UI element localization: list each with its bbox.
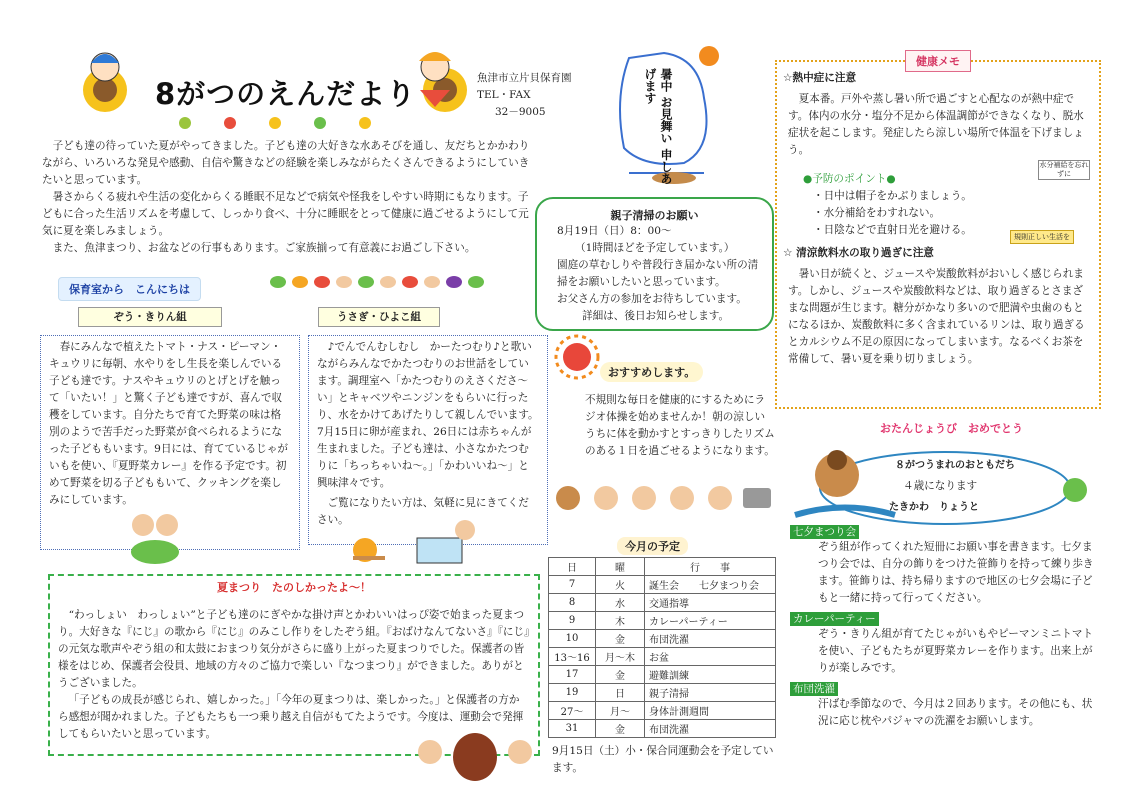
schedule-day: 10 [549, 630, 596, 648]
prevention-point: ・水分補給をわすれない。 [813, 207, 941, 219]
birthday-title: おたんじょうび おめでとう [880, 422, 1023, 435]
schedule-weekday: 月～ [596, 702, 645, 720]
table-row [549, 576, 776, 594]
zou-kirin-label: ぞう・きりん組 [78, 307, 222, 327]
schedule-day: 17 [549, 666, 596, 684]
table-row [549, 648, 776, 666]
schedule-day: 9 [549, 612, 596, 630]
schedule-day: 8 [549, 594, 596, 612]
summer-greeting [604, 38, 724, 188]
greeting-line-3: 申しあげます [643, 68, 673, 185]
event-label: カレーパーティー [790, 612, 879, 626]
usagi-hiyoko-label: うさぎ・ひよこ組 [318, 307, 440, 327]
schedule-event: 布団洗濯 [645, 630, 776, 648]
schedule-event: カレーパーティー [645, 612, 776, 630]
drum-kids-icon [410, 727, 540, 787]
schedule-weekday: 金 [596, 720, 645, 738]
schedule-day: 7 [549, 576, 596, 594]
kids-vegetables-icon [125, 510, 185, 565]
usagi-hiyoko-text2: ご覧になりたい方は、気軽に見にきてください。 [317, 497, 529, 526]
schedule-weekday: 木 [596, 612, 645, 630]
greeting-line-1: 暑中 [659, 68, 673, 92]
birthday-line1: ８がつうまれのおともだち [895, 460, 1015, 471]
exercise-kids-illustration [548, 478, 778, 518]
usagi-hiyoko-box [308, 335, 548, 545]
intro-paragraph: 子ども達の待っていた夏がやってきました。子ども達の大好きな水あそびを通し、友だちとかかわりながら、いろいろな発見や感動、自信や驚きなどの経験を楽しみながらたくさんできるようにしていきたいと思っています。 [42, 140, 530, 186]
schedule-day: 13～16 [549, 648, 596, 666]
festival-paragraph: “わっしょい わっしょい”と子ども達のにぎやかな掛け声とかわいいはっぴ姿で始まった夏まつり。大好きな『にじ』の歌から『にじ』のみこし作りをしたぞう組。『おばけなんてないさ』『にじ』の元気な歌声やぞう組の和太鼓におまつり気分がさらに盛り上がった夏まつりでした。保護者の皆様をはじめ、保護者会役員、地域の方々のご協力で楽しい『なつまつり』ができました。ありがとうございました。 [58, 609, 530, 689]
schedule-event: 誕生会 七夕まつり会 [645, 576, 776, 594]
cleaning-line: 詳細は、後日お知らせします。 [582, 310, 730, 322]
intro-paragraph: また、魚津まつり、お盆などの行事もあります。ご家族揃って有意義にお過ごし下さい。 [52, 242, 476, 254]
event-text: ぞう・きりん組が育てたじゃがいもやピーマンミニトマトを使い、子どもたちが夏野菜カレーを作ります。出来上がりが楽しみです。 [818, 628, 1094, 674]
drinks-heading: ☆ 清涼飲料水の取り過ぎに注意 [783, 247, 934, 259]
schedule-weekday: 金 [596, 630, 645, 648]
health-memo-tab: 健康メモ [905, 50, 971, 72]
schedule-header-weekday: 曜 [596, 558, 645, 576]
heatstroke-heading: ☆熱中症に注意 [783, 72, 857, 84]
cleaning-line: 園庭の草むしりや普段行き届かない所の清掃をお願いしたいと思っています。 [557, 259, 759, 288]
water-sign: 水分補給を忘れずに [1039, 161, 1089, 178]
zou-kirin-text: 春にみんなで植えたトマト・ナス・ピーマン・キュウリに毎朝、水やりをし生長を楽しんでいる子ども達です。ナスやキュウリのとげとげを触って「いたい！」と驚く子ども達ですが、喜んで収穫をしています。自分たちで育てた野菜の味は格別のようで苦手だった野菜が食べられるようになった子どももいます。9日には、育てているじゃがいもを使い、『夏野菜カレー』を作る予定です。初めて野菜を切る子どももいて、クッキングを楽しみにしています。 [49, 341, 288, 506]
schedule-note: 9月15日（土）小・保合同運動会を予定しています。 [552, 745, 774, 774]
schedule-event: 布団洗濯 [645, 720, 776, 738]
events [790, 520, 1095, 730]
event-text: 汗ばむ季節なので、今月は２回あります。その他にも、状況に応じ枕やパジャマの洗濯をお願いします。 [818, 698, 1093, 727]
table-row [549, 594, 776, 612]
schedule-event: 親子清掃 [645, 684, 776, 702]
lifestyle-sign: 規則正しい生活を [1010, 230, 1074, 244]
schedule-event: 身体計測週間 [645, 702, 776, 720]
event-label: 七夕まつり会 [790, 525, 859, 539]
schedule-weekday: 水 [596, 594, 645, 612]
intro-text [42, 138, 530, 257]
school-info [477, 70, 572, 121]
table-row [549, 720, 776, 738]
cleaning-line: （1時間ほどを予定しています。） [575, 242, 735, 254]
schedule-weekday: 金 [596, 666, 645, 684]
cleaning-line: お父さん方の参加をお待ちしています。 [557, 293, 747, 305]
event-text: ぞう組が作ってくれた短冊にお願い事を書きます。七夕まつり会では、自分の飾りをつけた笹飾りを持って練り歩きます。笹飾りは、持ち帰りますので地区の七夕会場に子どもと一緒に持って行ってください。 [818, 541, 1094, 604]
table-row [549, 702, 776, 720]
page-title: 8がつのえんだより [155, 77, 417, 111]
tel-number: 32－9005 [495, 106, 546, 118]
prevention-point: ・日陰などで直射日光を避ける。 [813, 224, 972, 236]
schedule-title: 今月の予定 [617, 537, 688, 555]
table-row [549, 684, 776, 702]
table-row [549, 666, 776, 684]
schedule-weekday: 火 [596, 576, 645, 594]
recommend-text: 不規則な毎日を健康的にするためにラジオ体操を始めませんか！朝の涼しいうちに体を動かすとすっきりしたリズムのある１日を過ごせるようになります。 [585, 394, 775, 457]
table-row [549, 612, 776, 630]
snail-kids-icon [345, 518, 495, 568]
birthday-text [875, 457, 1075, 516]
schedule-event: 交通指導 [645, 594, 776, 612]
schedule-weekday: 日 [596, 684, 645, 702]
cleaning-title: 親子清掃のお願い [610, 209, 699, 222]
sun-icon [552, 332, 602, 382]
birthday-child: たきかわ りょうと [889, 502, 979, 513]
cleaning-line: 8月19日（日）8：00～ [557, 225, 672, 237]
event-label: 布団洗濯 [790, 682, 838, 696]
festival-title: 夏まつり たのしかったよ～！ [217, 581, 371, 594]
cleaning-request-box [535, 197, 774, 331]
recommend-title: おすすめします。 [600, 362, 703, 382]
schedule-table [548, 557, 776, 738]
vegetable-icons [270, 273, 490, 292]
schedule-day: 31 [549, 720, 596, 738]
schedule-header-event: 行 事 [645, 558, 776, 576]
birthday-age: ４歳になります [903, 480, 978, 492]
schedule-event: 避難訓練 [645, 666, 776, 684]
drinks-text: 暑い日が続くと、ジュースや炭酸飲料がおいしく感じられます。しかし、ジュースや炭酸飲料などは、取り過ぎるとさまざまな問題が生じます。糖分がかなり多いので肥満や虫歯のもとになるほか、炭酸飲料に多く含まれているリンは、取り過ぎるとカルシウム不足の原因になってしまいます。なるべくお茶を常備して、暑い夏を乗り切りましょう。 [788, 268, 1085, 365]
nursery-heading: 保育室から こんにちは [58, 277, 201, 301]
prevention-points-heading: ●予防のポイント● [803, 173, 896, 185]
prevention-point: ・日中は帽子をかぶりましょう。 [813, 190, 972, 202]
schedule-header-day: 日 [549, 558, 596, 576]
school-name: 魚津市立片貝保育園 [477, 72, 572, 84]
schedule-day: 27～ [549, 702, 596, 720]
schedule-weekday: 月～木 [596, 648, 645, 666]
health-memo-content [783, 70, 1093, 368]
schedule-day: 19 [549, 684, 596, 702]
heatstroke-text: 夏本番。戸外や蒸し暑い所で過ごすと心配なのが熱中症です。体内の水分・塩分不足から体温調節ができなくなり、脱水症状を起こします。発症したら涼しい場所で体温を下げましょう。 [788, 93, 1084, 156]
schedule-event: お盆 [645, 648, 776, 666]
schedule-header-row [549, 558, 776, 576]
greeting-line-2: お見舞い [659, 96, 673, 145]
usagi-hiyoko-text: ♪でんでんむしむし かーたつむり♪と歌いながらみんなでかたつむりのお世話をしています。調理室へ「かたつむりのえさくださ～い」とキャベツやニンジンをもらいに行ったり、水をかけてあげたりして親しんでいます。7月15日に卵が産まれ、26日には赤ちゃんが生まれました。子ども達は、小さなかたつむりに「ちっちゃいね～。」「かわいいね～」と興味津々です。 [317, 341, 539, 489]
festival-paragraph: 「子どもの成長が感じられ、嬉しかった。」「今年の夏まつりは、楽しかった。」と保護者の方から感想が聞かれました。子どもたちも一つ乗り越え自信がもてたようです。今度は、運動会で発揮してもらいたいと思っています。 [58, 694, 524, 740]
tel-label: TEL・FAX [477, 89, 531, 101]
intro-paragraph: 暑さからくる疲れや生活の変化からくる睡眠不足などで病気や怪我をしやすい時期にもなります。子どもに合った生活リズムを考慮して、しっかり食べ、十分に睡眠をとって健康に過ごせるようにして元気に夏を楽しみましょう。 [42, 191, 529, 237]
table-row [549, 630, 776, 648]
